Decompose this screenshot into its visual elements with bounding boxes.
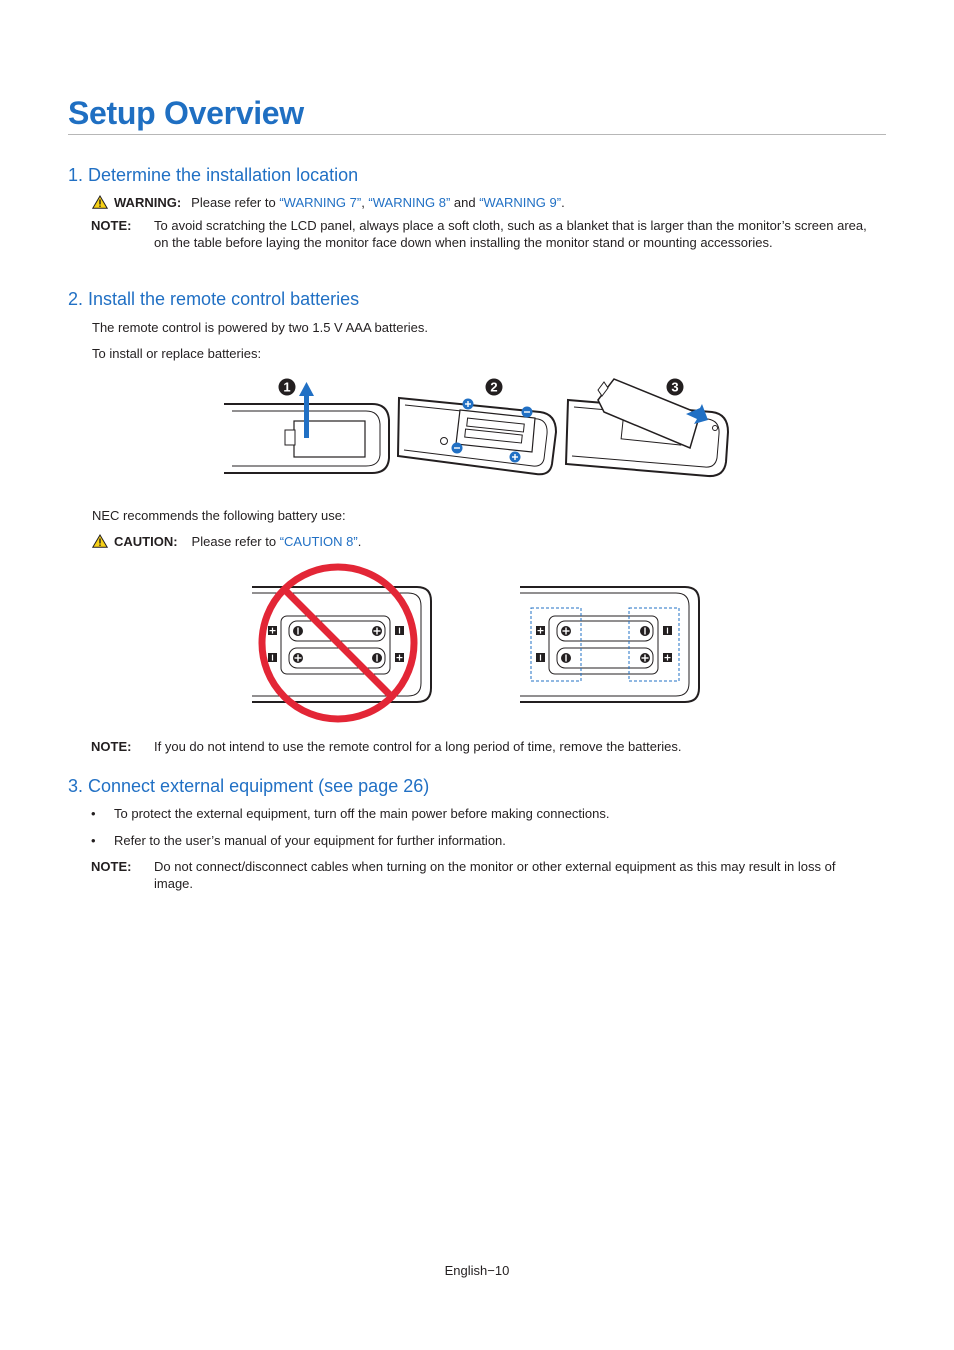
note-label: NOTE: bbox=[91, 739, 132, 754]
caution-line bbox=[92, 533, 361, 550]
battery-correct-orientation bbox=[520, 587, 699, 702]
section-heading-installation-location: 1. Determine the installation location bbox=[68, 165, 359, 185]
caution-label: CAUTION: bbox=[114, 534, 178, 549]
battery-recommendation-text: NEC recommends the following battery use: bbox=[92, 508, 346, 523]
step-badge-2 bbox=[486, 379, 503, 396]
page-number: English−10 bbox=[444, 1263, 510, 1278]
caution-8-link[interactable]: “CAUTION 8” bbox=[279, 534, 358, 549]
warning-separator-and: and bbox=[450, 195, 480, 210]
section-heading-remote-batteries: 2. Install the remote control batteries bbox=[68, 289, 360, 309]
warning-7-link[interactable]: “WARNING 7” bbox=[279, 195, 362, 210]
step-badge-3 bbox=[667, 379, 684, 396]
bullet-dot: • bbox=[91, 833, 96, 848]
page-title: Setup Overview bbox=[68, 95, 304, 131]
note-label: NOTE: bbox=[91, 859, 132, 874]
warning-label: WARNING: bbox=[114, 195, 182, 210]
remote-step-3 bbox=[566, 379, 728, 476]
caution-text: Please refer to bbox=[191, 534, 280, 549]
note-text-lcd-panel: To avoid scratching the LCD panel, always place a soft cloth, such as a blanket that is larger than the monitor’s screen area, on the table before laying the monitor face down when installing the monitor stand or mounting accessories. bbox=[154, 218, 867, 250]
remote-step-1 bbox=[224, 379, 389, 473]
step-badge-1 bbox=[279, 379, 296, 396]
section-heading-external-equipment: 3. Connect external equipment (see page 26) bbox=[68, 776, 430, 796]
step-number-1: 1 bbox=[283, 379, 291, 395]
warning-text: Please refer to bbox=[191, 195, 280, 210]
warning-9-link[interactable]: “WARNING 9” bbox=[479, 195, 562, 210]
warning-separator: , bbox=[361, 195, 369, 210]
warning-triangle-icon bbox=[92, 534, 108, 548]
bullet-power-off: To protect the external equipment, turn off the main power before making connections. bbox=[114, 806, 610, 821]
remote-power-text: The remote control is powered by two 1.5 V AAA batteries. bbox=[92, 320, 429, 335]
note-label: NOTE: bbox=[91, 218, 132, 233]
bullet-dot: • bbox=[91, 806, 96, 821]
remote-step-2 bbox=[398, 398, 556, 474]
warning-period: . bbox=[561, 195, 565, 210]
battery-wrong-orientation bbox=[252, 567, 431, 719]
note-text-remove-batteries: If you do not intend to use the remote control for a long period of time, remove the batteries. bbox=[154, 739, 682, 754]
bullet-user-manual: Refer to the user’s manual of your equipment for further information. bbox=[114, 833, 506, 848]
install-batteries-text: To install or replace batteries: bbox=[92, 346, 262, 361]
note-text-cables: Do not connect/disconnect cables when turning on the monitor or other external equipment as this may result in loss of image. bbox=[154, 859, 836, 891]
warning-8-link[interactable]: “WARNING 8” bbox=[368, 195, 451, 210]
step-number-3: 3 bbox=[671, 379, 679, 395]
step-number-2: 2 bbox=[490, 379, 498, 395]
caution-period: . bbox=[357, 534, 362, 549]
